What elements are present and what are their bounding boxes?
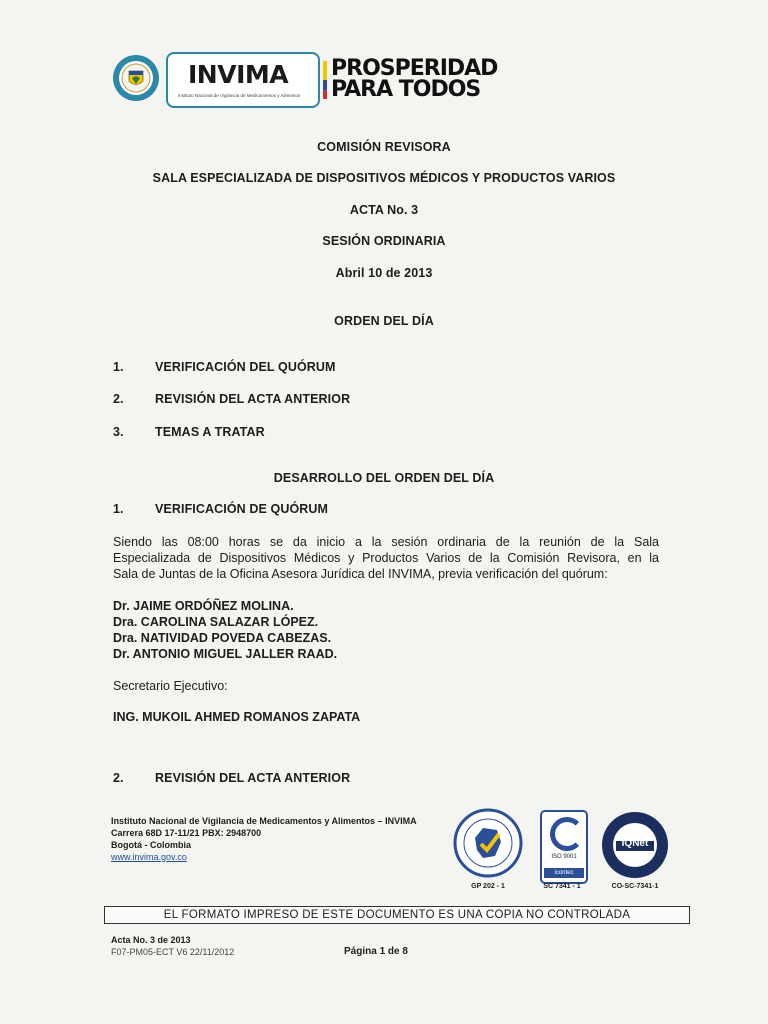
paragraph-line: Especializada de Dispositivos Médicos y Productos Varios de la Comisión Revisora, en la bbox=[113, 551, 659, 565]
member-name: Dr. JAIME ORDÓÑEZ MOLINA. bbox=[113, 599, 294, 613]
agenda-item-1-label: VERIFICACIÓN DEL QUÓRUM bbox=[155, 360, 336, 374]
title-room: SALA ESPECIALIZADA DE DISPOSITIVOS MÉDICOS Y PRODUCTOS VARIOS bbox=[152, 171, 616, 185]
agenda-item-1-num: 1. bbox=[113, 360, 124, 374]
title-commission: COMISIÓN REVISORA bbox=[317, 140, 451, 154]
icontec-brand: icontec bbox=[544, 868, 584, 878]
doc-ref-format: F07-PM05-ECT V6 22/11/2012 bbox=[111, 947, 235, 957]
secretary-name: ING. MUKOIL AHMED ROMANOS ZAPATA bbox=[113, 710, 361, 724]
footer-website-link[interactable]: www.invima.gov.co bbox=[111, 852, 187, 862]
page-number: Página 1 de 8 bbox=[344, 946, 408, 957]
title-date: Abril 10 de 2013 bbox=[335, 266, 433, 280]
doc-ref-acta: Acta No. 3 de 2013 bbox=[111, 935, 191, 945]
paragraph-line: Sala de Juntas de la Oficina Asesora Jurídica del INVIMA, previa verificación del quórum: bbox=[113, 567, 608, 581]
iqnet-badge-text: IQNet bbox=[621, 838, 649, 849]
icontec-iso-badge bbox=[540, 810, 588, 884]
member-name: Dra. CAROLINA SALAZAR LÓPEZ. bbox=[113, 615, 319, 629]
iqnet-certified-seal-icon bbox=[600, 810, 670, 880]
members-list bbox=[113, 598, 337, 662]
flag-stripe-icon bbox=[323, 61, 327, 99]
iso-badge-text: ISO 9001 bbox=[551, 854, 577, 860]
invima-logo-text: INVIMA bbox=[188, 60, 289, 89]
development-heading: DESARROLLO DEL ORDEN DEL DÍA bbox=[273, 471, 495, 485]
secretary-label: Secretario Ejecutivo: bbox=[113, 679, 228, 693]
footer-institute: Instituto Nacional de Vigilancia de Medicamentos y Alimentos – INVIMA bbox=[111, 816, 417, 826]
invima-logo-subtitle: Instituto Nacional de Vigilancia de Medicamentos y Alimentos bbox=[178, 93, 301, 98]
footer-address: Carrera 68D 17-11/21 PBX: 2948700 bbox=[111, 828, 262, 838]
agenda-item-2-num: 2. bbox=[113, 392, 124, 406]
invima-logo bbox=[166, 52, 320, 108]
agenda-item-3-num: 3. bbox=[113, 425, 124, 439]
agenda-heading: ORDEN DEL DÍA bbox=[334, 314, 434, 328]
colombia-seal-icon bbox=[112, 54, 160, 102]
slogan bbox=[331, 58, 497, 100]
gp-certification-seal-icon bbox=[453, 808, 523, 878]
title-session: SESIÓN ORDINARIA bbox=[322, 234, 446, 248]
quorum-paragraph bbox=[113, 534, 659, 582]
agenda-item-2-label: REVISIÓN DEL ACTA ANTERIOR bbox=[155, 392, 351, 406]
paragraph-line: Siendo las 08:00 horas se da inicio a la sesión ordinaria de la reunión de la Sala bbox=[113, 535, 659, 549]
doc-reference bbox=[111, 934, 234, 958]
uncontrolled-copy-banner: EL FORMATO IMPRESO DE ESTE DOCUMENTO ES UNA COPIA NO CONTROLADA bbox=[104, 906, 690, 924]
agenda-item-3-label: TEMAS A TRATAR bbox=[155, 425, 265, 439]
section1-label: VERIFICACIÓN DE QUÓRUM bbox=[155, 502, 329, 516]
slogan-line1: PROSPERIDAD bbox=[331, 56, 498, 81]
title-acta: ACTA No. 3 bbox=[349, 203, 419, 217]
section2-label: REVISIÓN DEL ACTA ANTERIOR bbox=[155, 771, 351, 785]
slogan-line2: PARA TODOS bbox=[331, 77, 481, 102]
cert-label-iqnet: CO-SC-7341-1 bbox=[611, 883, 659, 890]
footer-city: Bogotá - Colombia bbox=[111, 840, 191, 850]
member-name: Dr. ANTONIO MIGUEL JALLER RAAD. bbox=[113, 647, 338, 661]
cert-label-gp: GP 202 - 1 bbox=[471, 883, 505, 890]
footer-address-block bbox=[111, 815, 417, 863]
cert-label-sc: SC 7341 - 1 bbox=[543, 883, 581, 890]
member-name: Dra. NATIVIDAD POVEDA CABEZAS. bbox=[113, 631, 332, 645]
icontec-c-icon bbox=[550, 817, 584, 851]
section1-num: 1. bbox=[113, 502, 124, 516]
section2-num: 2. bbox=[113, 771, 124, 785]
